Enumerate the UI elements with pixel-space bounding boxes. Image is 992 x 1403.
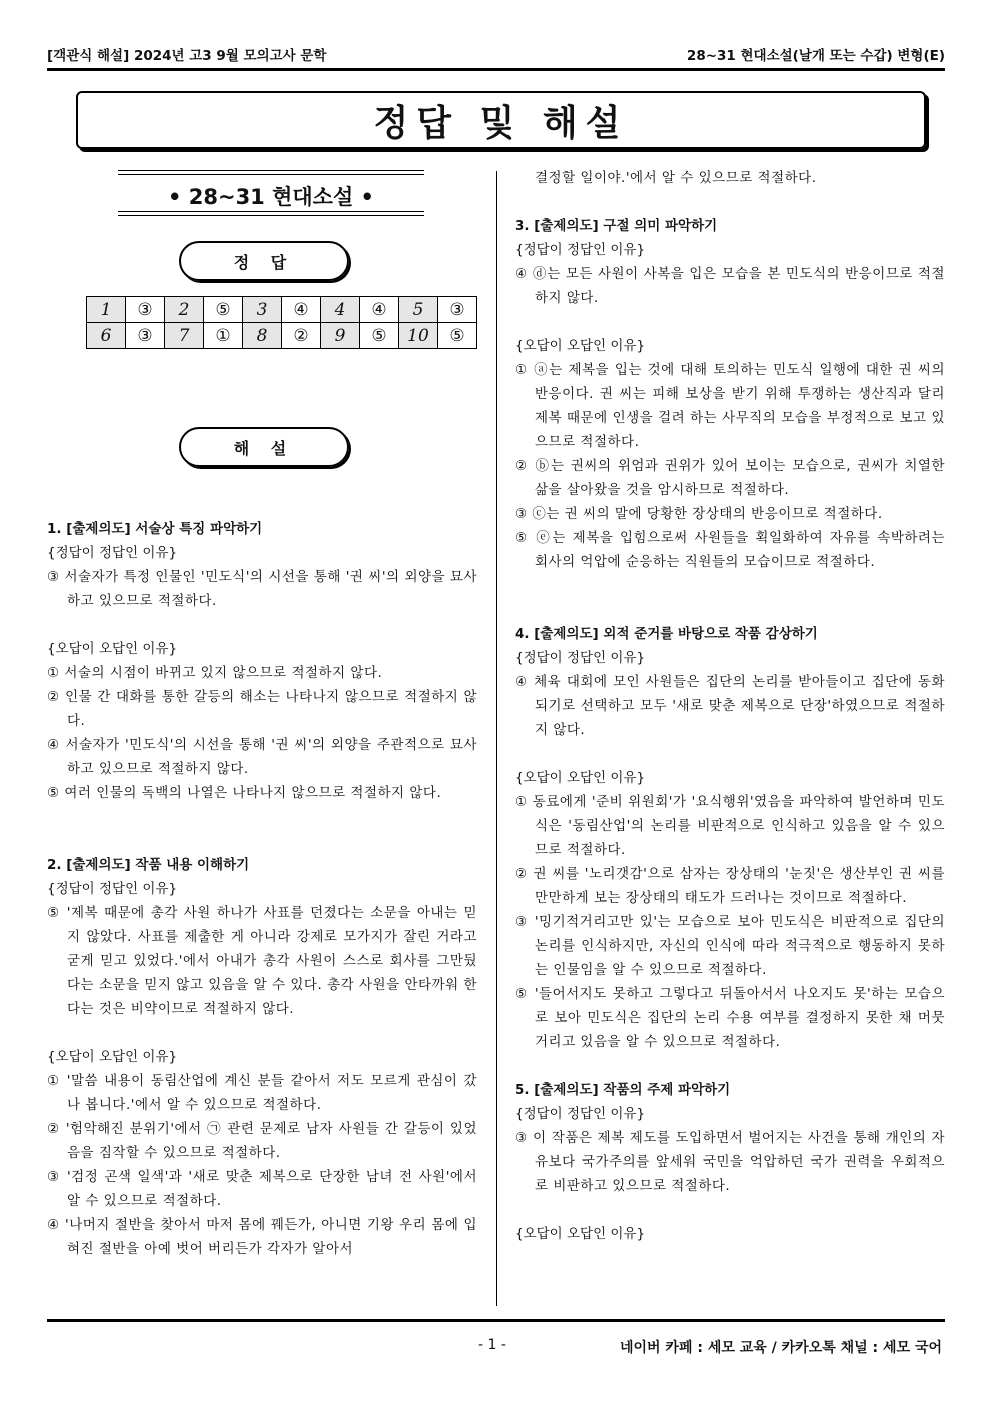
answer-value: ④: [282, 297, 321, 323]
answer-number: 5: [399, 297, 438, 323]
explanation-item: ① ⓐ는 제복을 입는 것에 대해 토의하는 민도식 일행에 대한 권 씨의 반응이다. 권 씨는 피해 보상을 받기 위해 투쟁하는 생산직과 달리 제복 때문에 인생을 걸려 하는 사무직의 모습을 부정적으로 보고 있으므로 적절하다.: [515, 362, 945, 450]
explanation-item: ③ 서술자가 특정 인물인 '민도식'의 시선을 통해 '권 씨'의 외양을 묘사하고 있으므로 적절하다.: [47, 569, 477, 609]
explanation-item: ① 동료에게 '준비 위원회'가 '요식행위'였음을 파악하여 발언하며 민도식은 '동림산업'의 논리를 비판적으로 인식하고 있음을 알 수 있으므로 적절하다.: [515, 794, 945, 858]
answer-value: ③: [126, 323, 165, 349]
answer-row: [87, 323, 477, 349]
explanation-item: ④ ⓓ는 모든 사원이 사복을 입은 모습을 본 민도식의 반응이므로 적절하지 않다.: [515, 266, 945, 306]
explanation-item: ④ 서술자가 '민도식'의 시선을 통해 '권 씨'의 외양을 주관적으로 묘사하고 있으므로 적절하지 않다.: [47, 737, 477, 777]
reason-heading: {정답이 정답인 이유}: [515, 1106, 646, 1122]
reason-heading: {오답이 오답인 이유}: [47, 641, 178, 657]
header-right: 28~31 현대소설(날개 또는 수갑) 변형(E): [686, 48, 945, 64]
footer-credit: 네이버 카페 : 세모 교육 / 카카오톡 채널 : 세모 국어: [619, 1340, 942, 1356]
explanation-item: ⑤ 여러 인물의 독백의 나열은 나타나지 않으므로 적절하지 않다.: [47, 785, 442, 801]
answer-number: 9: [321, 323, 360, 349]
left-column: [47, 517, 477, 1261]
answer-number: 7: [165, 323, 204, 349]
explanation-item: ⑤ '들어서지도 못하고 그렇다고 뒤돌아서서 나오지도 못'하는 모습으로 보아 민도식은 집단의 논리 수용 여부를 결정하지 못한 채 머뭇거리고 있음을 알 수 있으므로 적절하다.: [515, 986, 945, 1050]
explanation-item: ③ 이 작품은 제복 제도를 도입하면서 벌어지는 사건을 통해 개인의 자유보다 국가주의를 앞세워 국민을 억압하던 국가 권력을 우회적으로 비판하고 있으므로 적절하다.: [515, 1130, 945, 1194]
section-heading: [118, 170, 424, 216]
answer-value: ③: [126, 297, 165, 323]
explanation-item: ② 권 씨를 '노리갯감'으로 삼자는 장상태의 '눈짓'은 생산부인 권 씨를 만만하게 보는 장상태의 태도가 드러나는 것이므로 적절하다.: [515, 866, 945, 906]
answer-value: ③: [438, 297, 477, 323]
answer-number: 1: [87, 297, 126, 323]
explain-label: 해 설: [179, 427, 349, 467]
explanation-item: ③ ⓒ는 권 씨의 말에 당황한 장상태의 반응이므로 적절하다.: [515, 506, 883, 522]
answer-number: 3: [243, 297, 282, 323]
page-title: 정답 및 해설: [373, 102, 629, 144]
spacer: [515, 1054, 945, 1078]
right-column: [515, 166, 945, 1246]
spacer: [515, 742, 945, 766]
header-left: [객관식 해설] 2024년 고3 9월 모의고사 문학: [47, 48, 327, 64]
reason-heading: {정답이 정답인 이유}: [47, 545, 178, 561]
explanation-item: ① '말씀 내용이 동림산업에 계신 분들 같아서 저도 모르게 관심이 갔나 봅니다.'에서 알 수 있으므로 적절하다.: [47, 1073, 477, 1113]
answer-value: ④: [360, 297, 399, 323]
answer-number: 6: [87, 323, 126, 349]
answer-table: [86, 296, 477, 349]
explanation-item: ③ '밍기적거리고만 있'는 모습으로 보아 민도식은 비판적으로 집단의 논리를 인식하지만, 자신의 인식에 따라 적극적으로 행동하지 못하는 인물임을 알 수 있으므로 적절하다.: [515, 914, 945, 978]
reason-heading: {정답이 정답인 이유}: [515, 242, 646, 258]
explanation-item: ④ 체육 대회에 모인 사원들은 집단의 논리를 받아들이고 집단에 동화되기로 선택하고 모두 '새로 맞춘 제복으로 단장'하였으므로 적절하지 않다.: [515, 674, 945, 738]
explanation-item: ③ '검정 곤색 일색'과 '새로 맞춘 제복으로 단장한 남녀 전 사원'에서 알 수 있으므로 적절하다.: [47, 1169, 477, 1209]
answer-number: 8: [243, 323, 282, 349]
spacer: [515, 598, 945, 622]
explanation-item: ② ⓑ는 권씨의 위엄과 권위가 있어 보이는 모습으로, 권씨가 치열한 삶을 살아왔을 것을 암시하므로 적절하다.: [515, 458, 945, 498]
column-divider: [496, 171, 497, 1306]
page-number: - 1 -: [478, 1337, 506, 1353]
explanation-item: ② '험악해진 분위기'에서 ㉠ 관련 문제로 남자 사원들 간 갈등이 있었음을 짐작할 수 있으므로 적절하다.: [47, 1121, 477, 1161]
spacer: [47, 1021, 477, 1045]
reason-heading: {오답이 오답인 이유}: [47, 1049, 178, 1065]
title-box: [76, 91, 926, 149]
spacer: [515, 310, 945, 334]
answer-row: [87, 297, 477, 323]
explanation-item: ① 서술의 시점이 바뀌고 있지 않으므로 적절하지 않다.: [47, 665, 383, 681]
reason-heading: {오답이 오답인 이유}: [515, 1226, 646, 1242]
explanation-item: ④ '나머지 절반을 찾아서 마저 몸에 꿰든가, 아니면 기왕 우리 몸에 입혀진 절반을 아예 벗어 버리든가 각자가 알아서: [47, 1217, 477, 1257]
reason-heading: {정답이 정답인 이유}: [47, 881, 178, 897]
reason-heading: {오답이 오답인 이유}: [515, 338, 646, 354]
spacer: [515, 1198, 945, 1222]
answer-value: ⑤: [204, 297, 243, 323]
answer-number: 4: [321, 297, 360, 323]
reason-heading: {정답이 정답인 이유}: [515, 650, 646, 666]
continued-text: 결정할 일이야.'에서 알 수 있으므로 적절하다.: [535, 170, 817, 186]
question-heading: 1. [출제의도] 서술상 특징 파악하기: [47, 521, 263, 537]
answer-number: 2: [165, 297, 204, 323]
spacer: [515, 574, 945, 598]
answer-value: ①: [204, 323, 243, 349]
spacer: [47, 613, 477, 637]
reason-heading: {오답이 오답인 이유}: [515, 770, 646, 786]
footer-rule: [47, 1319, 945, 1322]
answer-number: 10: [399, 323, 438, 349]
question-heading: 5. [출제의도] 작품의 주제 파악하기: [515, 1082, 731, 1098]
explanation-item: ⑤ '제복 때문에 총각 사원 하나가 사표를 던졌다는 소문을 아내는 믿지 않았다. 사표를 제출한 게 아니라 강제로 모가지가 잘린 거라고 굳게 믿고 있었다.'에서 아내가 총각 사원이 스스로 회사를 그만뒀다는 소문을 믿지 않고 있음을 알 수 있다. 총각 사원을 안타까워 한다는 것은 비약이므로 적절하지 않다.: [47, 905, 477, 1017]
answer-value: ⑤: [438, 323, 477, 349]
question-heading: 2. [출제의도] 작품 내용 이해하기: [47, 857, 250, 873]
question-heading: 4. [출제의도] 외적 준거를 바탕으로 작품 감상하기: [515, 626, 818, 642]
answer-value: ⑤: [360, 323, 399, 349]
explanation-item: ② 인물 간 대화를 통한 갈등의 해소는 나타나지 않으므로 적절하지 않다.: [47, 689, 477, 729]
spacer: [47, 829, 477, 853]
question-heading: 3. [출제의도] 구절 의미 파악하기: [515, 218, 718, 234]
header-rule: [47, 68, 945, 71]
section-title: • 28~31 현대소설 •: [168, 185, 374, 209]
answer-value: ②: [282, 323, 321, 349]
answer-label: 정 답: [179, 241, 349, 281]
spacer: [47, 805, 477, 829]
explanation-item: ⑤ ⓔ는 제복을 입힘으로써 사원들을 획일화하여 자유를 속박하려는 회사의 억압에 순응하는 직원들의 모습이므로 적절하다.: [515, 530, 945, 570]
spacer: [515, 190, 945, 214]
